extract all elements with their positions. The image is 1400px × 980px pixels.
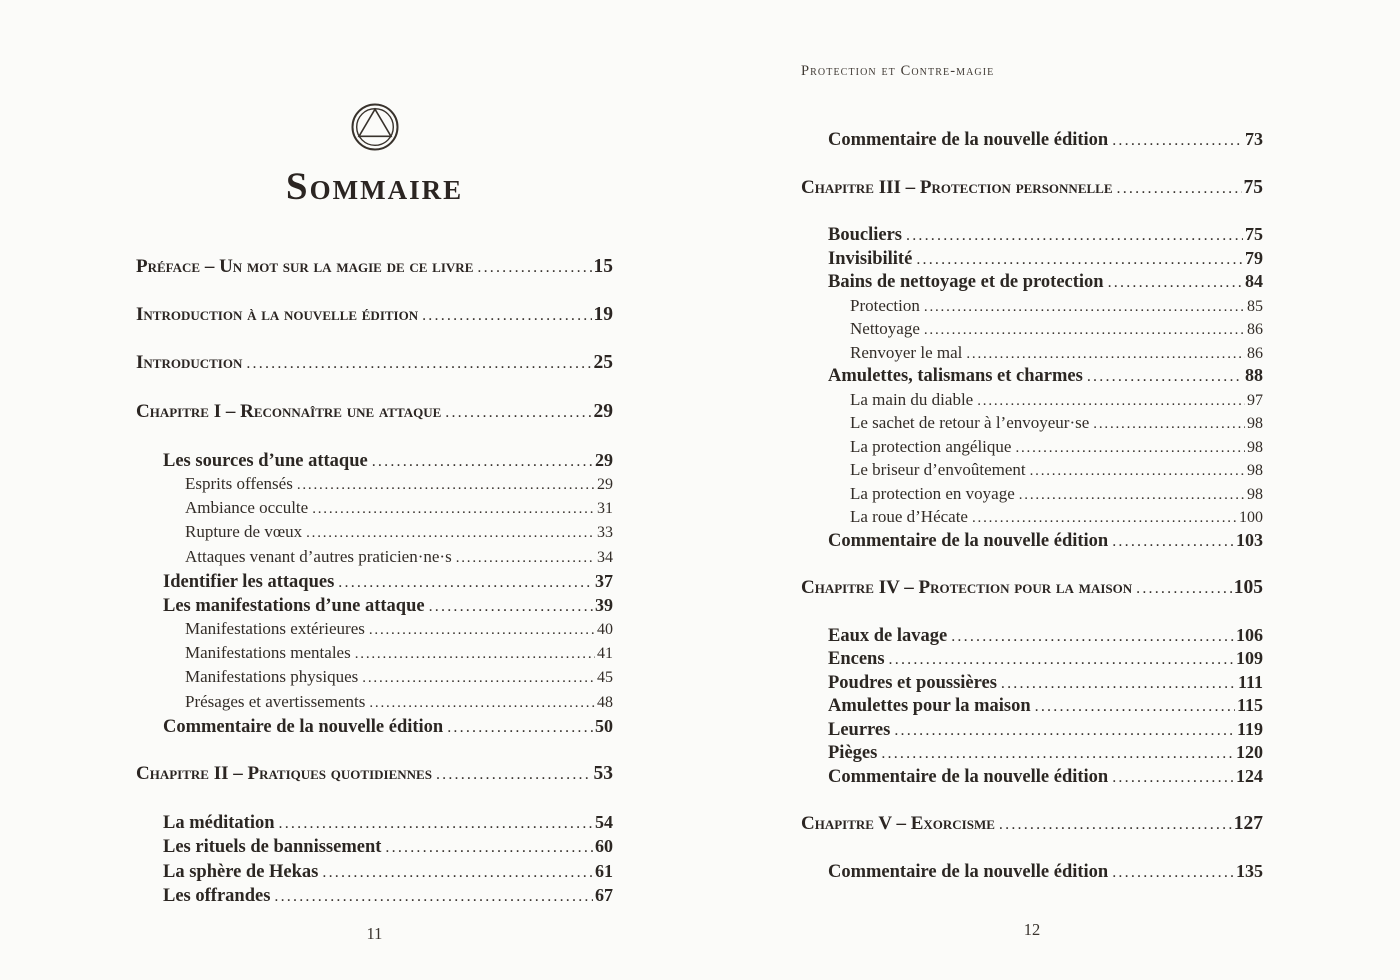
dot-leader — [297, 472, 595, 497]
toc-entry-label: Commentaire de la nouvelle édition — [828, 861, 1109, 882]
toc-entry-label: Introduction à la nouvelle édition — [136, 304, 419, 326]
toc-entry — [801, 647, 1263, 671]
toc-entry-label: Manifestations mentales — [185, 643, 351, 663]
toc-entry-page: 75 — [1243, 176, 1263, 198]
left-page — [136, 0, 613, 980]
toc-entry-page: 88 — [1245, 365, 1263, 385]
dot-leader — [355, 641, 595, 666]
toc-entry-page: 48 — [597, 693, 613, 711]
toc-entry — [801, 812, 1263, 836]
dot-leader — [1112, 861, 1234, 885]
toc-entry-label: Eaux de lavage — [828, 625, 948, 646]
toc-entry-page: 29 — [597, 475, 613, 493]
toc-entry-page: 41 — [597, 645, 613, 663]
toc-entry — [801, 529, 1263, 553]
dot-leader — [906, 224, 1243, 248]
toc-entry — [801, 411, 1263, 435]
toc-entry-page: 45 — [597, 669, 613, 687]
toc-entry — [801, 482, 1263, 506]
dot-leader — [312, 496, 595, 521]
toc-entry-label: La protection en voyage — [850, 483, 1015, 503]
toc-entry-page: 84 — [1245, 271, 1263, 291]
toc-entry-label: Amulettes, talismans et charmes — [828, 366, 1083, 386]
dot-leader — [385, 835, 593, 860]
right-page — [801, 0, 1263, 980]
toc-entry-page: 40 — [597, 621, 613, 639]
toc-entry-page: 25 — [593, 352, 613, 374]
toc-entry-page: 100 — [1239, 509, 1263, 526]
dot-leader — [999, 812, 1232, 837]
toc-entry-page: 54 — [595, 812, 613, 833]
toc-entry-label: Pièges — [828, 743, 878, 763]
toc-entry-label: Invisibilité — [828, 248, 913, 269]
toc-entry-label: La méditation — [163, 813, 275, 834]
toc-entry-page: 86 — [1247, 344, 1263, 362]
toc-entry-label: Chapitre III – Protection personnelle — [801, 176, 1113, 198]
toc-entry — [801, 317, 1263, 341]
toc-entry-label: Les manifestations d’une attaque — [163, 595, 425, 616]
dot-leader — [477, 255, 591, 280]
toc-entry-page: 60 — [595, 836, 613, 857]
dot-leader — [322, 860, 593, 885]
toc-entry-page: 119 — [1236, 718, 1263, 739]
toc-entry-label: Commentaire de la nouvelle édition — [828, 766, 1109, 787]
dot-leader — [894, 719, 1235, 743]
dot-leader — [1030, 458, 1245, 484]
toc-entry-label: Chapitre V – Exorcisme — [801, 813, 995, 834]
toc-entry-page: 98 — [1247, 438, 1263, 456]
dot-leader — [279, 811, 593, 836]
toc-entry-label: Les sources d’une attaque — [163, 450, 368, 471]
toc-entry-label: Protection — [850, 295, 920, 315]
toc-entry-label: La roue d’Hécate — [850, 507, 968, 526]
dot-leader — [445, 400, 591, 425]
toc-entry-label: Commentaire de la nouvelle édition — [828, 530, 1109, 551]
toc-entry-label: Les offrandes — [163, 885, 271, 906]
toc-entry-page: 33 — [597, 524, 613, 542]
toc-entry-page: 67 — [595, 884, 613, 905]
toc-entry — [801, 765, 1263, 789]
toc-entry-page: 79 — [1245, 247, 1263, 268]
toc-entry — [136, 883, 613, 907]
dot-leader — [966, 341, 1245, 367]
dot-leader — [1087, 365, 1243, 389]
toc-entry-page: 19 — [593, 304, 613, 326]
toc-entry — [136, 665, 613, 689]
toc-entry-page: 75 — [1245, 224, 1263, 244]
toc-entry-label: Manifestations physiques — [185, 667, 359, 687]
toc-entry-page: 106 — [1236, 624, 1263, 645]
toc-entry-page: 34 — [597, 548, 613, 566]
toc-entry-label: La sphère de Hekas — [163, 861, 319, 882]
toc-entry — [801, 718, 1263, 742]
toc-entry — [136, 810, 613, 834]
toc-entry — [136, 400, 613, 424]
toc-entry-label: Le briseur d’envoûtement — [850, 460, 1026, 479]
toc-entry-label: La protection angélique — [850, 436, 1012, 456]
toc-entry-label: Les rituels de bannissement — [163, 837, 382, 858]
toc-entry-page: 97 — [1247, 391, 1263, 409]
toc-entry-label: Esprits offensés — [185, 473, 293, 493]
toc-entry-label: Le sachet de retour à l’envoyeur·se — [850, 413, 1090, 432]
dot-leader — [1112, 530, 1234, 554]
toc-entry-page: 98 — [1247, 415, 1263, 432]
toc-entry-page: 39 — [595, 594, 613, 615]
dot-leader — [369, 617, 595, 642]
dot-leader — [306, 520, 595, 545]
folio-left: 11 — [366, 924, 383, 943]
toc-entry-label: Leurres — [828, 719, 891, 740]
dot-leader — [916, 248, 1243, 272]
toc-entry-label: Ambiance occulte — [185, 498, 309, 518]
dot-leader — [1117, 176, 1242, 201]
toc-entry-page: 29 — [593, 400, 613, 422]
toc-entry — [801, 388, 1263, 412]
toc-entry — [136, 520, 613, 544]
toc-entry — [801, 624, 1263, 648]
toc-entry-label: Bains de nettoyage et de protection — [828, 272, 1104, 292]
dot-leader — [977, 388, 1245, 414]
toc-entry — [801, 294, 1263, 318]
toc-entry-label: Encens — [828, 649, 885, 669]
toc-entry — [136, 545, 613, 569]
toc-entry — [801, 128, 1263, 152]
toc-entry — [136, 303, 613, 327]
toc-entry — [136, 762, 613, 786]
toc-entry-label: Identifier les attaques — [163, 571, 335, 592]
toc-left — [136, 231, 613, 907]
toc-entry-page: 50 — [595, 715, 613, 736]
toc-entry-page: 85 — [1247, 297, 1263, 315]
toc-entry-label: Amulettes pour la maison — [828, 696, 1031, 716]
toc-entry-label: La main du diable — [850, 389, 974, 409]
dot-leader — [447, 715, 593, 740]
toc-entry-page: 61 — [595, 860, 613, 881]
toc-entry-page: 31 — [597, 500, 613, 518]
toc-entry — [136, 472, 613, 496]
toc-entry-page: 109 — [1236, 648, 1263, 668]
dot-leader — [369, 690, 595, 715]
toc-entry — [801, 364, 1263, 388]
toc-entry-label: Poudres et poussières — [828, 672, 997, 693]
toc-entry-label: Chapitre IV – Protection pour la maison — [801, 577, 1133, 598]
dot-leader — [1035, 695, 1235, 719]
toc-entry — [136, 448, 613, 472]
toc-entry — [136, 569, 613, 593]
toc-entry-label: Commentaire de la nouvelle édition — [828, 130, 1109, 150]
toc-entry-page: 53 — [593, 763, 613, 784]
dot-leader — [422, 303, 591, 328]
toc-entry — [801, 458, 1263, 482]
toc-entry — [136, 714, 613, 738]
toc-entry-label: Introduction — [136, 352, 243, 374]
toc-entry — [136, 690, 613, 714]
toc-entry-label: Chapitre I – Reconnaître une attaque — [136, 400, 442, 422]
toc-entry — [801, 247, 1263, 271]
dot-leader — [1019, 482, 1245, 508]
dot-leader — [1108, 271, 1243, 295]
page-title: Sommaire — [285, 165, 464, 208]
toc-entry — [801, 694, 1263, 718]
dot-leader — [972, 505, 1237, 531]
folio-right: 12 — [1023, 920, 1041, 939]
toc-entry-page: 124 — [1236, 765, 1263, 786]
toc-entry — [801, 505, 1263, 529]
toc-entry — [801, 341, 1263, 365]
toc-entry-page: 115 — [1236, 695, 1263, 715]
toc-entry — [801, 671, 1263, 695]
toc-entry — [136, 593, 613, 617]
dot-leader — [362, 665, 595, 690]
running-header: Protection et Contre-magie — [801, 63, 995, 79]
circle-triangle-logo-icon — [349, 101, 401, 158]
toc-entry-page: 111 — [1237, 671, 1263, 692]
dot-leader — [924, 294, 1245, 320]
dot-leader — [429, 594, 593, 619]
dot-leader — [372, 449, 593, 474]
dot-leader — [889, 648, 1234, 672]
toc-entry-page: 73 — [1245, 129, 1263, 149]
toc-entry-page: 86 — [1247, 321, 1263, 338]
toc-entry — [801, 741, 1263, 765]
dot-leader — [1093, 411, 1245, 437]
toc-entry-page: 120 — [1236, 742, 1263, 762]
toc-entry-page: 15 — [593, 256, 613, 277]
toc-entry — [136, 641, 613, 665]
toc-entry — [801, 176, 1263, 200]
toc-entry — [801, 223, 1263, 247]
toc-entry — [801, 860, 1263, 884]
toc-entry — [136, 834, 613, 858]
toc-entry — [136, 617, 613, 641]
toc-entry — [136, 351, 613, 375]
dot-leader — [1136, 576, 1232, 601]
dot-leader — [274, 884, 593, 909]
toc-entry-page: 105 — [1233, 577, 1263, 598]
toc-entry-page: 98 — [1247, 485, 1263, 503]
toc-entry-label: Chapitre II – Pratiques quotidiennes — [136, 763, 432, 784]
dot-leader — [924, 317, 1245, 343]
toc-entry-label: Renvoyer le mal — [850, 342, 963, 362]
dot-leader — [338, 570, 593, 595]
toc-entry-label: Manifestations extérieures — [185, 619, 365, 639]
toc-entry — [801, 270, 1263, 294]
toc-entry-label: Boucliers — [828, 225, 902, 245]
dot-leader — [246, 351, 591, 376]
dot-leader — [456, 545, 595, 570]
toc-entry-page: 127 — [1233, 813, 1263, 834]
toc-entry — [136, 255, 613, 279]
toc-entry-page: 37 — [595, 570, 613, 591]
dot-leader — [1112, 129, 1243, 153]
dot-leader — [951, 625, 1234, 649]
toc-entry-label: Préface – Un mot sur la magie de ce livre — [136, 256, 474, 277]
toc-right — [801, 128, 1263, 883]
dot-leader — [1015, 435, 1245, 461]
toc-entry-page: 103 — [1236, 529, 1263, 550]
toc-entry-label: Nettoyage — [850, 319, 920, 338]
dot-leader — [436, 762, 592, 787]
toc-entry — [136, 496, 613, 520]
toc-entry-label: Attaques venant d’autres praticien·ne·s — [185, 546, 452, 566]
toc-entry-page: 29 — [595, 449, 613, 470]
dot-leader — [1001, 672, 1236, 696]
dot-leader — [881, 742, 1234, 766]
toc-entry-page: 98 — [1247, 462, 1263, 479]
dot-leader — [1112, 766, 1234, 790]
toc-entry — [801, 435, 1263, 459]
toc-entry-page: 135 — [1236, 860, 1263, 881]
toc-entry — [136, 859, 613, 883]
toc-entry-label: Rupture de vœux — [185, 522, 303, 542]
toc-entry-label: Présages et avertissements — [185, 691, 366, 711]
toc-entry-label: Commentaire de la nouvelle édition — [163, 716, 444, 737]
toc-entry — [801, 576, 1263, 600]
